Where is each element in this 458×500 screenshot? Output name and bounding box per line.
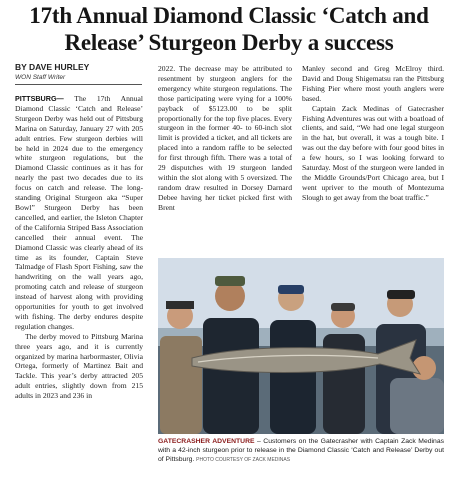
article-photo bbox=[158, 258, 444, 434]
caption-text: – Customers on the Gatecrasher with Captain Zack Medinas with a 42-inch sturgeon prior to release in the Diamond Classic ‘Catch and Release’ Derby out of Pittsburg. bbox=[158, 438, 444, 463]
headline: 17th Annual Diamond Classic ‘Catch and Release’ Sturgeon Derby a success bbox=[29, 3, 429, 55]
paragraph-text: The 17th Annual Diamond Classic ‘Catch and Release’ Sturgeon Derby was held out of Pittsburg Marina on Saturday, January 27 with 205 adult entries. Few sturgeon derbies will be held in 2024 due to the emergency white sturgeon regulations, but the Diamond Classic continues as it has for nearly the past two decades due to its focus on catch and release. The long-standing Original Sturgeon aka “Super Bowl” Sturgeon Derby has been cancelled, and earlier, the Isleton Chapter of the California Striped Bass Association cancelled their annual event. The Diamond Classic was clearly ahead of its time as its founder, Captain Steve Talmadge of Flash Sport Fishing, saw the handwriting on the wall years ago, promoting catch and release of sturgeon instead of harvest along with providing opportunities for youth to get involved with fishing. The derby endures despite regulation changes. bbox=[15, 94, 143, 331]
column-1 bbox=[15, 94, 143, 496]
paragraph: The derby moved to Pittsburg Marina three years ago, and it is currently organized by marina harbormaster, Olivia Ortega, formerly of Martinez Bait and Tackle. This year’s derby attracted 205 adult entries, slightly down from 215 adults in 2023 and 236 in bbox=[15, 331, 143, 401]
dateline: PITTSBURG— bbox=[15, 94, 64, 103]
byline-divider bbox=[15, 84, 142, 85]
paragraph: Manley second and Greg McElroy third. David and Doug Shigematsu ran the Pittsburg Fishing Pier where most youth anglers were based. bbox=[302, 64, 444, 103]
byline: BY DAVE HURLEY bbox=[15, 62, 90, 72]
column-3 bbox=[302, 64, 444, 256]
column-2 bbox=[158, 64, 292, 256]
paragraph: 2022. The decrease may be attributed to resentment by sturgeon anglers for the emergency white sturgeon regulations. The those participating were vying for a 100% payback of $5123.00 to be split proportionally for the top five places. Every sturgeon in the former 40- to 60-inch slot limit is provided a ticket, and all tickets are placed into a random raffle to be selected for first through fifth. There was a total of 29 disputches with 19 sturgeon landed within the slot along with 5 oversized. The random draw resulted in Dorsey Darnard Debee having her ticket picked first with Brent bbox=[158, 64, 292, 212]
photo-illustration bbox=[158, 258, 444, 434]
caption-title: GATECRASHER ADVENTURE bbox=[158, 438, 255, 445]
paragraph bbox=[15, 94, 143, 332]
photo-caption bbox=[158, 437, 444, 465]
paragraph: Captain Zack Medinas of Gatecrasher Fishing Adventures was out with a boatload of clients, and said, “We had one legal sturgeon in the hat, but overall, it was a tough bite. I was out the day before with four good bites in a few hours, so I was looking forward to Saturday. Most of the sturgeon were landed in the Middle Grounds/Port Chicago area, but I went upriver to the mouth of Montezuma Slough to get away from the boat traffic.” bbox=[302, 103, 444, 202]
photo-credit: PHOTO COURTESY OF ZACK MEDINAS bbox=[196, 457, 291, 463]
byline-role: WON Staff Writer bbox=[15, 74, 66, 81]
